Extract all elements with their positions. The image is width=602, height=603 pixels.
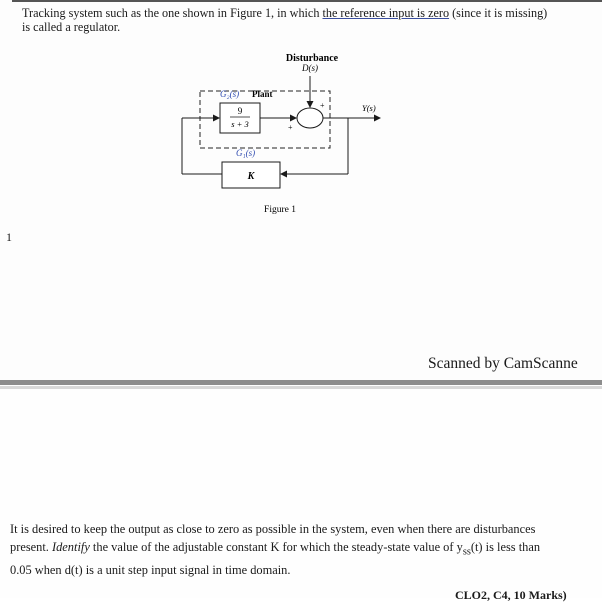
intro-text-2: (since it is missing) — [449, 6, 548, 20]
question-line-1: It is desired to keep the output as close to zero as possible in the system, even when there are disturbances — [10, 522, 536, 536]
disturbance-symbol: D(s) — [302, 63, 318, 73]
plant-denominator: s + 3 — [231, 119, 249, 129]
intro-text-1: Tracking system such as the one shown in Figure 1, in which — [22, 6, 323, 20]
intro-underlined: the reference input is zero — [322, 6, 450, 20]
top-rule — [12, 0, 602, 2]
question-keyword: Identify — [51, 540, 90, 554]
sum-plus-left: + — [288, 123, 293, 132]
question-number: 1 — [6, 230, 12, 244]
feedback-annotation: G₁(s) — [236, 148, 256, 158]
plant-label: Plant — [252, 89, 273, 99]
sum-plus-top: + — [320, 101, 325, 110]
plant-numerator: 9 — [237, 106, 243, 116]
question-line-2-pre: present. — [10, 540, 52, 554]
plant-annotation: G₂(s) — [220, 89, 240, 99]
scanner-watermark: Scanned by CamScanne — [428, 355, 578, 372]
page-divider — [0, 380, 602, 385]
question-line-2-post: the value of the adjustable constant K for which the steady-state value of y — [89, 540, 463, 554]
figure-caption: Figure 1 — [264, 205, 296, 215]
gain-label: K — [247, 171, 255, 182]
disturbance-label: Disturbance — [285, 53, 339, 64]
marks-footer: CLO2, C4, 10 Marks) — [455, 588, 567, 602]
question-line-2-end: (t) is less than — [470, 540, 541, 554]
block-diagram — [170, 48, 410, 218]
intro-paragraph — [22, 6, 582, 34]
intro-text-line2: is called a regulator. — [22, 20, 121, 34]
question-line-3: 0.05 when d(t) is a unit step input signal in time domain. — [10, 563, 291, 578]
summing-junction — [297, 108, 323, 128]
question-subscript: ss — [462, 546, 471, 558]
output-label: Y(s) — [362, 103, 376, 113]
question-paragraph — [10, 520, 595, 579]
